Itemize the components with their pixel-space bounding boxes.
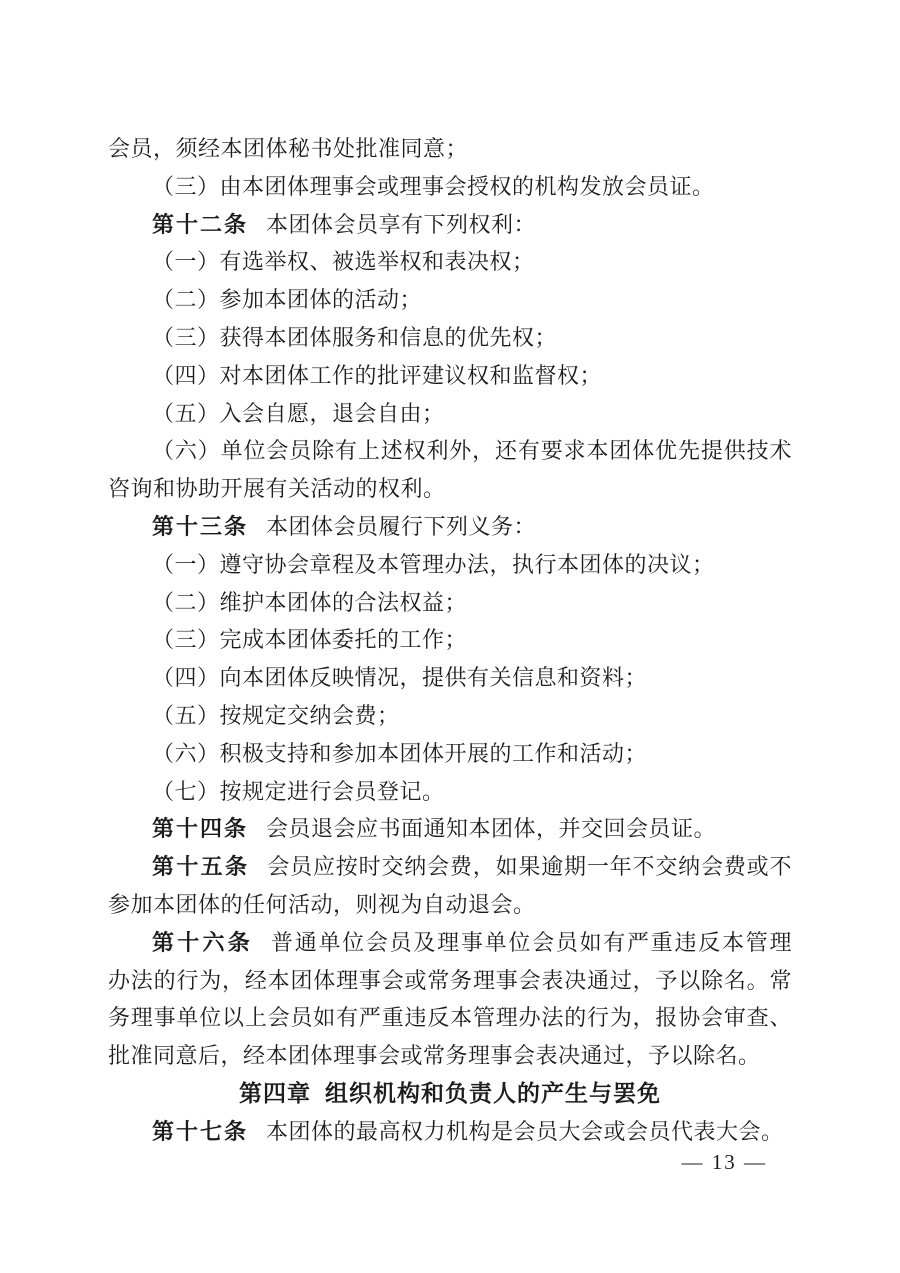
text-line [108, 924, 792, 962]
line-text: 参加本团体的任何活动，则视为自动退会。 [108, 891, 536, 917]
line-text: （六）积极支持和参加本团体开展的工作和活动； [152, 740, 648, 766]
text-line [108, 432, 792, 470]
line-text: （六）单位会员除有上述权利外，还有要求本团体优先提供技术 [152, 438, 792, 464]
line-text: 本团体会员履行下列义务： [266, 513, 537, 539]
line-text: 本团体会员享有下列权利： [266, 211, 537, 237]
line-text: （二）维护本团体的合法权益； [152, 589, 468, 615]
article-number: 第十七条 [152, 1118, 249, 1144]
text-line [108, 470, 792, 508]
text-line [108, 357, 792, 395]
article-number: 第十四条 [152, 816, 249, 842]
line-text: （四）向本团体反映情况，提供有关信息和资料； [152, 665, 648, 691]
page-number: — 13 — [681, 1150, 767, 1174]
text-line [108, 395, 792, 433]
line-text: （七）按规定进行会员登记。 [152, 778, 445, 804]
article-number: 第十三条 [152, 513, 249, 539]
text-line [108, 735, 792, 773]
text-line [108, 584, 792, 622]
text-line [108, 243, 792, 281]
line-text: （三）完成本团体委托的工作； [152, 627, 468, 653]
text-line [108, 886, 792, 924]
text-line [108, 206, 792, 244]
line-text: 本团体的最高权力机构是会员大会或会员代表大会。 [266, 1118, 784, 1144]
line-text: （二）参加本团体的活动； [152, 287, 423, 313]
article-number: 第十五条 [152, 854, 250, 880]
text-line [108, 1037, 792, 1075]
text-line [108, 319, 792, 357]
line-text: （四）对本团体工作的批评建议权和监督权； [152, 362, 603, 388]
line-text: （五）按规定交纳会费； [152, 702, 400, 728]
text-line [108, 546, 792, 584]
line-text: 咨询和协助开展有关活动的权利。 [108, 476, 446, 502]
article-number: 第十六条 [152, 929, 253, 955]
text-line [108, 130, 792, 168]
line-text: 组织机构和负责人的产生与罢免 [325, 1079, 661, 1106]
text-line [108, 962, 792, 1000]
line-text: 批准同意后，经本团体理事会或常务理事会表决通过，予以除名。 [108, 1043, 761, 1069]
line-text: 会员应按时交纳会费，如果逾期一年不交纳会费或不 [267, 854, 792, 880]
line-text: （一）遵守协会章程及本管理办法，执行本团体的决议； [152, 551, 715, 577]
chapter-heading [108, 1075, 792, 1113]
chapter-number: 第四章 [239, 1079, 311, 1106]
line-text: （一）有选举权、被选举权和表决权； [152, 249, 535, 275]
line-text: 会员退会应书面通知本团体，并交回会员证。 [266, 816, 717, 842]
text-line [108, 810, 792, 848]
line-text: 务理事单位以上会员如有严重违反本管理办法的行为，报协会审查、 [108, 1005, 792, 1031]
text-line [108, 999, 792, 1037]
text-line [108, 697, 792, 735]
line-text: 普通单位会员及理事单位会员如有严重违反本管理 [270, 929, 792, 955]
line-text: 会员，须经本团体秘书处批准同意； [108, 136, 469, 161]
text-line [108, 508, 792, 546]
text-line [108, 773, 792, 811]
text-line [108, 621, 792, 659]
article-number: 第十二条 [152, 211, 249, 237]
document-body [108, 130, 792, 1151]
line-text: （五）入会自愿，退会自由； [152, 400, 445, 426]
line-text: （三）获得本团体服务和信息的优先权； [152, 324, 558, 350]
text-line [108, 659, 792, 697]
text-line [108, 1113, 792, 1151]
text-line [108, 281, 792, 319]
line-text: 办法的行为，经本团体理事会或常务理事会表决通过，予以除名。常 [108, 967, 792, 993]
line-text: （三）由本团体理事会或理事会授权的机构发放会员证。 [152, 173, 715, 199]
text-line [108, 848, 792, 886]
text-line [108, 168, 792, 206]
